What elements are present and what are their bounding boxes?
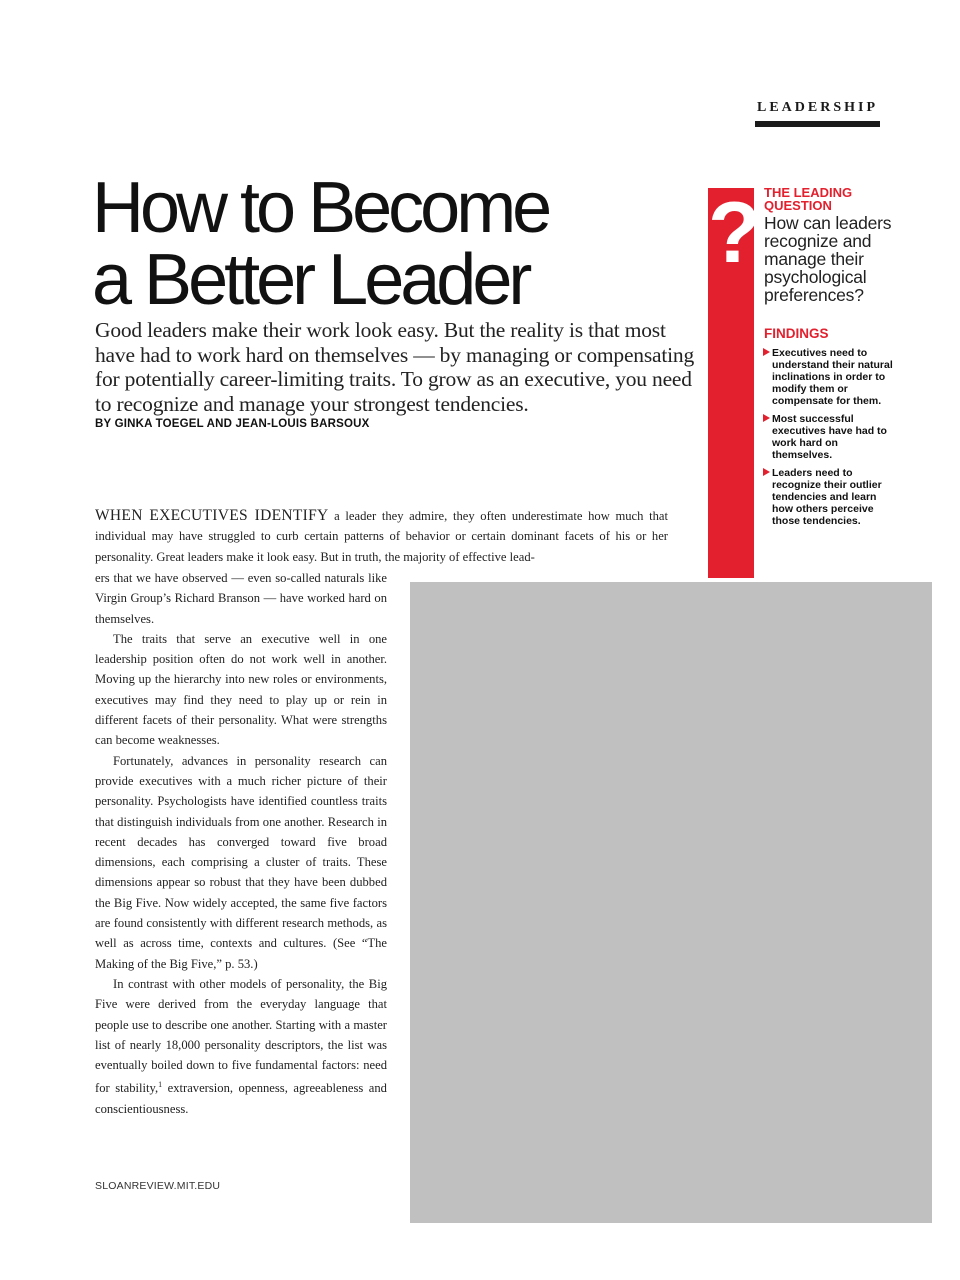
body-paragraph: ers that we have observed — even so-called naturals like Virgin Group’s Richard Branson — have worked hard on themselves. (95, 571, 387, 626)
finding-text: Leaders need to recognize their outlier tendencies and learn how others perceive those tendencies. (772, 467, 882, 527)
section-label: LEADERSHIP (755, 100, 880, 127)
finding-item (764, 467, 894, 527)
leading-question-text: How can leaders recognize and manage their psychological preferences? (764, 213, 892, 305)
triangle-bullet-icon (763, 348, 770, 356)
lead-in-caps: WHEN EXECUTIVES IDENTIFY (95, 507, 329, 524)
footer-url: SLOANREVIEW.MIT.EDU (95, 1180, 221, 1192)
sidebar-leading-question (764, 186, 894, 527)
question-accent-bar (708, 185, 761, 578)
footnote-marker: 1 (158, 1080, 163, 1090)
body-text: In contrast with other models of personality, the Big Five were derived from the everyday language that people use to describe one another. Starting with a master list of nearly 18,000 personality descriptors, the list was eventually boiled down to five fundamental factors: need for stability, (95, 976, 387, 1096)
article-title (92, 168, 692, 320)
illustration-placeholder (410, 582, 932, 1223)
findings-heading: FINDINGS (764, 326, 829, 341)
body-paragraph (95, 974, 387, 1119)
lead-paragraph (95, 506, 668, 567)
finding-item (764, 347, 894, 407)
finding-text: Executives need to understand their natural inclinations in order to modify them or compensate for them. (772, 347, 893, 407)
leading-question-heading: THE LEADING QUESTION (764, 185, 853, 213)
title-line-2: a Better Leader (92, 240, 529, 320)
lead-text: a leader they admire, they often underestimate how much that individual may have struggled to curb certain patterns of behavior or certain dominant facets of his or her personality. Great leaders make it look easy. But in truth, the majority of effective lead- (95, 509, 668, 564)
finding-item (764, 413, 894, 461)
article-dek: Good leaders make their work look easy. But the reality is that most have had to work hard on themselves — by managing or compensating for potentially career-limiting traits. To grow as an executive, you need to recognize and manage your strongest tendencies. (95, 318, 695, 416)
finding-text: Most successful executives have had to work hard on themselves. (772, 413, 887, 461)
triangle-bullet-icon (763, 468, 770, 476)
body-paragraph: The traits that serve an executive well in one leadership position often do not work well in another. Moving up the hierarchy into new roles or environments, executives may find they need to play up or rein in different facets of their personality. What were strengths can become weaknesses. (95, 631, 387, 748)
body-paragraph: Fortunately, advances in personality research can provide executives with a much richer picture of their personality. Psychologists have identified countless traits that distinguish individuals from one another. Research in recent decades has converged toward five broad dimensions, each comprising a cluster of traits. These dimensions appear so robust that they have been dubbed the Big Five. Now widely accepted, the same five factors are found consistently with different research methods, as well as across time, contexts and cultures. (See “The Making of the Big Five,” p. 53.) (95, 753, 387, 971)
body-column (95, 568, 387, 1119)
triangle-bullet-icon (763, 414, 770, 422)
byline: BY GINKA TOEGEL AND JEAN-LOUIS BARSOUX (95, 418, 370, 430)
body-text: extraversion, openness, agreeableness and conscientiousness. (95, 1081, 387, 1116)
question-mark-icon: ? (708, 185, 761, 281)
title-line-1: How to Become (92, 168, 549, 248)
